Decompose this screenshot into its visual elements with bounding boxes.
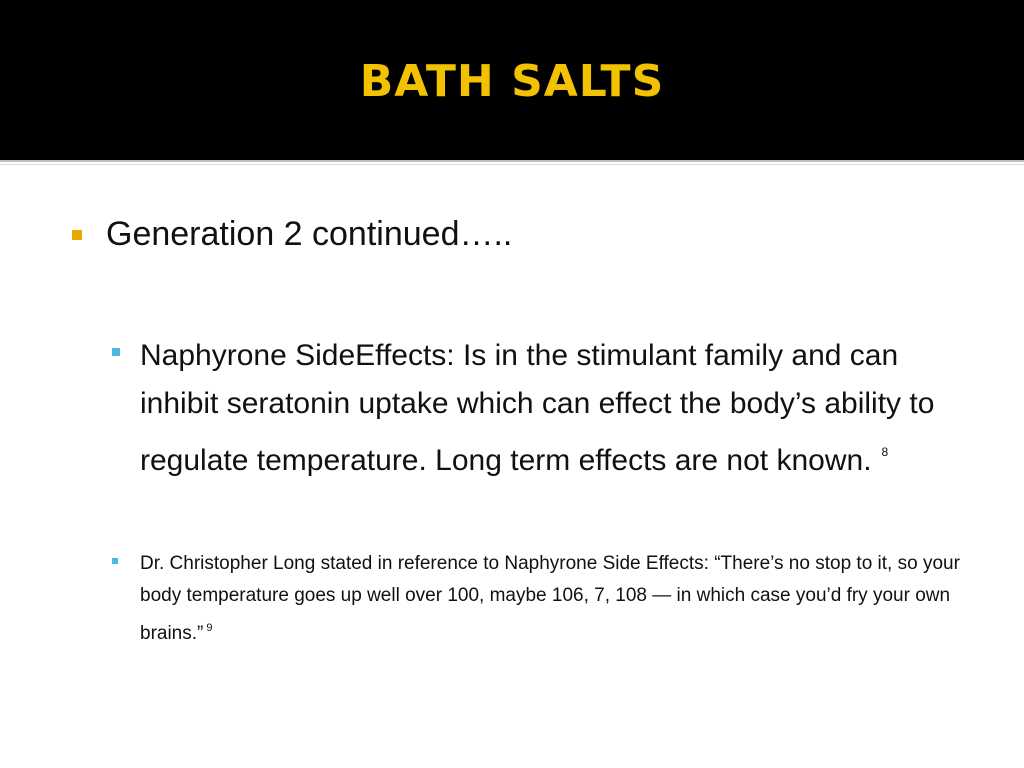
sub-bullet-quote-text: Dr. Christopher Long stated in reference to Naphyrone Side Effects: “There’s no stop to it, so your body temperature goes up well over 100, maybe 106, 7, 108 — in which case you’d fry your own brains.” (140, 553, 960, 644)
title-divider (0, 160, 1024, 162)
footnote-marker: 8 (881, 445, 889, 459)
sub-bullet-quote (140, 548, 970, 650)
title-divider-thin (0, 164, 1024, 165)
slide-title: BATH SALTS (359, 56, 665, 107)
sub-bullet-square-icon (112, 558, 118, 564)
sub-bullet-naphyrone-text: Naphyrone SideEffects: Is in the stimulant family and can inhibit seratonin uptake which can effect the body’s ability to regulate temperature. Long term effects are not known. (140, 339, 935, 477)
bullet-square-icon (72, 230, 82, 240)
sub-bullet-square-icon (112, 348, 120, 356)
title-bar (0, 0, 1024, 160)
footnote-marker: 9 (206, 622, 213, 634)
sub-bullet-naphyrone (140, 332, 960, 485)
bullet-text-generation: Generation 2 continued….. (106, 215, 513, 253)
